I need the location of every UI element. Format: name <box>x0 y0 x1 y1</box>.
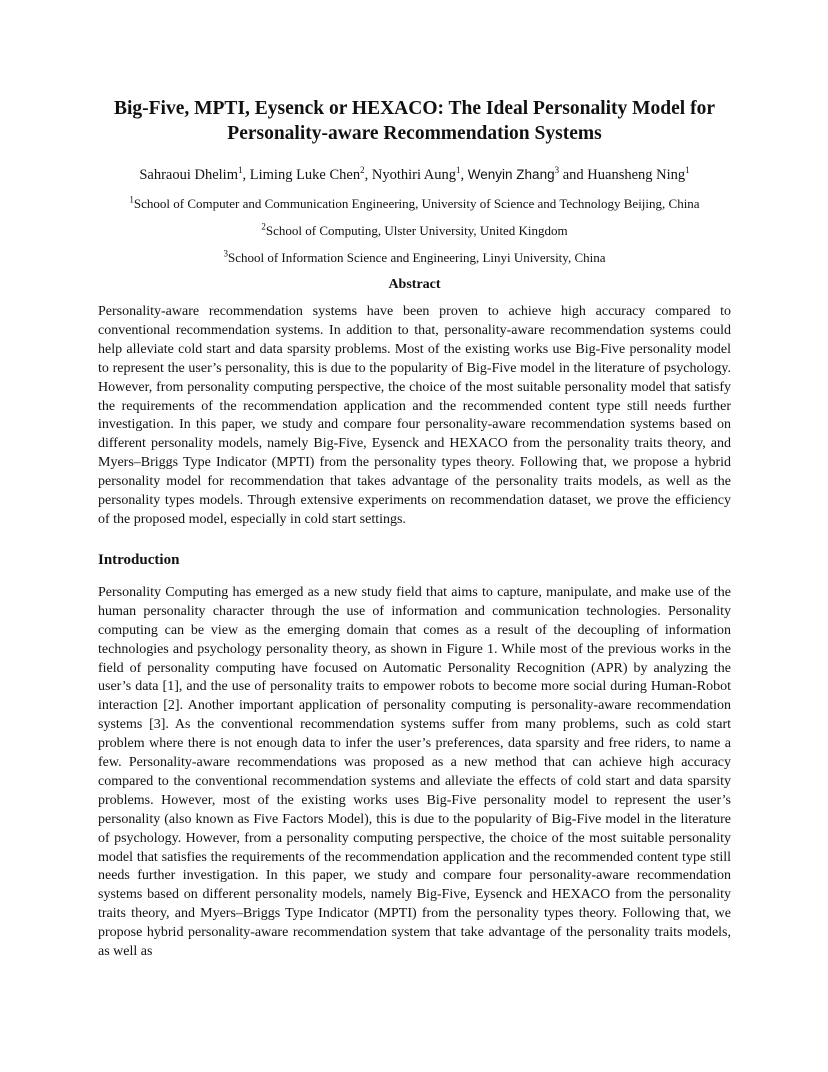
affiliation-number: 3 <box>223 248 228 259</box>
author-name: Nyothiri Aung <box>371 167 457 183</box>
author-separator: , <box>460 167 468 183</box>
author-separator: and <box>559 167 588 183</box>
affiliation-number: 1 <box>129 194 134 205</box>
author-name: Huansheng Ning <box>587 167 686 183</box>
affiliation <box>98 223 731 239</box>
affiliation <box>98 250 731 266</box>
title-line-1: Big-Five, MPTI, Eysenck or HEXACO: The Ideal Personality Model for <box>113 98 716 119</box>
author-affiliation-marker: 1 <box>685 165 690 176</box>
paper-title <box>98 96 731 146</box>
affiliation <box>98 196 731 212</box>
title-line-2: Personality-aware Recommendation Systems <box>227 123 602 144</box>
abstract-text: Personality-aware recommendation systems have been proven to achieve high accuracy compared to conventional recommendation systems. In addition to that, personality-aware recommendation systems could help alleviate cold start and data sparsity problems. Most of the existing works use Big-Five personality model to represent the user’s personality, this is due to the popularity of Big-Five model in the literature of psychology. However, from personality computing perspective, the choice of the most suitable personality model that satisfy the requirements of the recommendation application and the recommended content type still needs further investigation. In this paper, we study and compare four personality-aware recommendation systems based on different personality models, namely Big-Five, Eysenck and HEXACO from the personality traits theory, and Myers–Briggs Type Indicator (MPTI) from the personality types theory. Following that, we propose a hybrid personality model for recommendation that takes advantage of the personality traits models, as well as the personality types models. Through extensive experiments on recommendation dataset, we prove the efficiency of the proposed model, especially in cold start settings. <box>98 304 731 527</box>
author-separator: , <box>242 167 250 183</box>
author-affiliation-marker: 1 <box>238 165 243 176</box>
paper-page <box>98 96 731 962</box>
author-affiliation-marker: 3 <box>554 165 560 176</box>
introduction-text: Personality Computing has emerged as a new study field that aims to capture, manipulate, and make use of the human personality character through the use of information and communication technologies. Personality computing can be view as the emerging domain that comes as a result of the decoupling of information technologies and psychology personality theory, as shown in Figure 1. While most of the previous works in the field of personality computing have focused on Automatic Personality Recognition (APR) by analyzing the user’s data [1], and the use of personality traits to empower robots to become more social during Human-Robot interaction [2]. Another important application of personality computing is personality-aware recommendation systems [3]. As the conventional recommendation systems suffer from many problems, such as cold start problem where there is not enough data to infer the user’s preferences, data sparsity and free riders, to name a few. Personality-aware recommendations was proposed as a new method that can achieve high accuracy compared to the conventional recommendation systems and alleviate the effects of cold start and data sparsity problems. However, most of the existing works uses Big-Five personality model to represent the user’s personality (also known as Five Factors Model), this is due to the popularity of Big-Five model in the literature of psychology. However, from a personality computing perspective, the choice of the most suitable personality model that satisfies the requirements of the recommendation application and the recommended content type still needs further investigation. In this paper, we study and compare four personality-aware recommendation systems based on different personality models, namely Big-Five, Eysenck and HEXACO from the personality traits theory, and Myers–Briggs Type Indicator (MPTI) from the personality types theory. Following that, we propose hybrid personality-aware recommendation system that take advantage of the personality traits models, as well as <box>98 584 731 960</box>
section-heading-introduction: Introduction <box>98 551 180 568</box>
author-separator: , <box>364 167 372 183</box>
author-list <box>98 166 731 184</box>
author-name: Wenyin Zhang <box>467 167 555 182</box>
author-name: Sahraoui Dhelim <box>139 167 238 183</box>
affiliation-number: 2 <box>261 221 266 232</box>
affiliation-text: School of Information Science and Engineering, Linyi University, China <box>227 250 606 265</box>
author-affiliation-marker: 2 <box>360 165 365 176</box>
affiliation-text: School of Computing, Ulster University, United Kingdom <box>265 223 568 238</box>
author-name: Liming Luke Chen <box>249 167 361 183</box>
abstract-heading: Abstract <box>388 277 441 292</box>
affiliation-text: School of Computer and Communication Engineering, University of Science and Technology Beijing, China <box>133 196 700 211</box>
author-affiliation-marker: 1 <box>456 165 461 176</box>
